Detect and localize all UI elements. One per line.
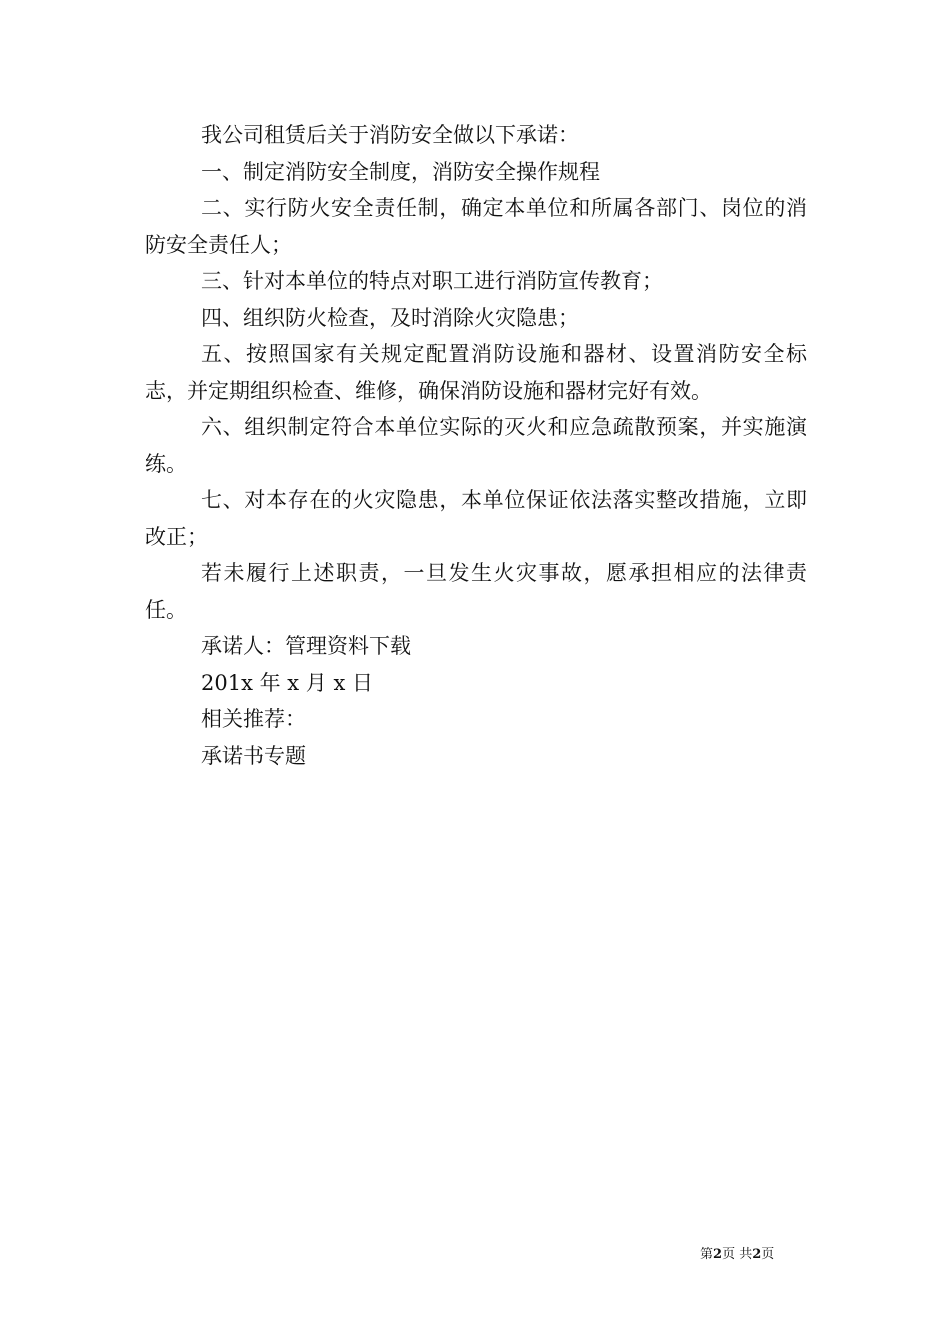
related-link[interactable]: 承诺书专题 xyxy=(201,743,306,768)
paragraph-item-3: 三、针对本单位的特点对职工进行消防宣传教育； xyxy=(201,269,663,293)
footer-suffix: 页 xyxy=(761,1247,775,1262)
paragraph-liability: 若未履行上述职责，一旦发生火灾事故，愿承担相应的法律责任。 xyxy=(145,561,807,622)
related-heading: 相关推荐： xyxy=(201,707,306,731)
date-line: 201x 年 x 月 x 日 xyxy=(201,670,373,695)
footer-middle: 页 共 xyxy=(722,1247,753,1262)
document-body xyxy=(145,117,807,774)
paragraph-item-6: 六、组织制定符合本单位实际的灭火和应急疏散预案，并实施演练。 xyxy=(145,415,807,476)
paragraph-item-1: 一、制定消防安全制度，消防安全操作规程 xyxy=(201,159,600,184)
paragraph-item-5: 五、按照国家有关规定配置消防设施和器材、设置消防安全标志，并定期组织检查、维修，确保消防设施和器材完好有效。 xyxy=(145,342,807,403)
paragraph-intro: 我公司租赁后关于消防安全做以下承诺： xyxy=(201,123,579,147)
paragraph-item-7: 七、对本存在的火灾隐患，本单位保证依法落实整改措施，立即改正； xyxy=(145,488,807,549)
footer-prefix: 第 xyxy=(700,1247,714,1262)
footer-total-pages: 2 xyxy=(752,1247,762,1262)
paragraph-item-4: 四、组织防火检查，及时消除火灾隐患； xyxy=(201,305,579,330)
footer-current-page: 2 xyxy=(713,1247,723,1262)
paragraph-item-2: 二、实行防火安全责任制，确定本单位和所属各部门、岗位的消防安全责任人； xyxy=(145,196,807,257)
signatory-line: 承诺人：管理资料下载 xyxy=(201,634,411,658)
page-number-footer xyxy=(700,1247,810,1263)
